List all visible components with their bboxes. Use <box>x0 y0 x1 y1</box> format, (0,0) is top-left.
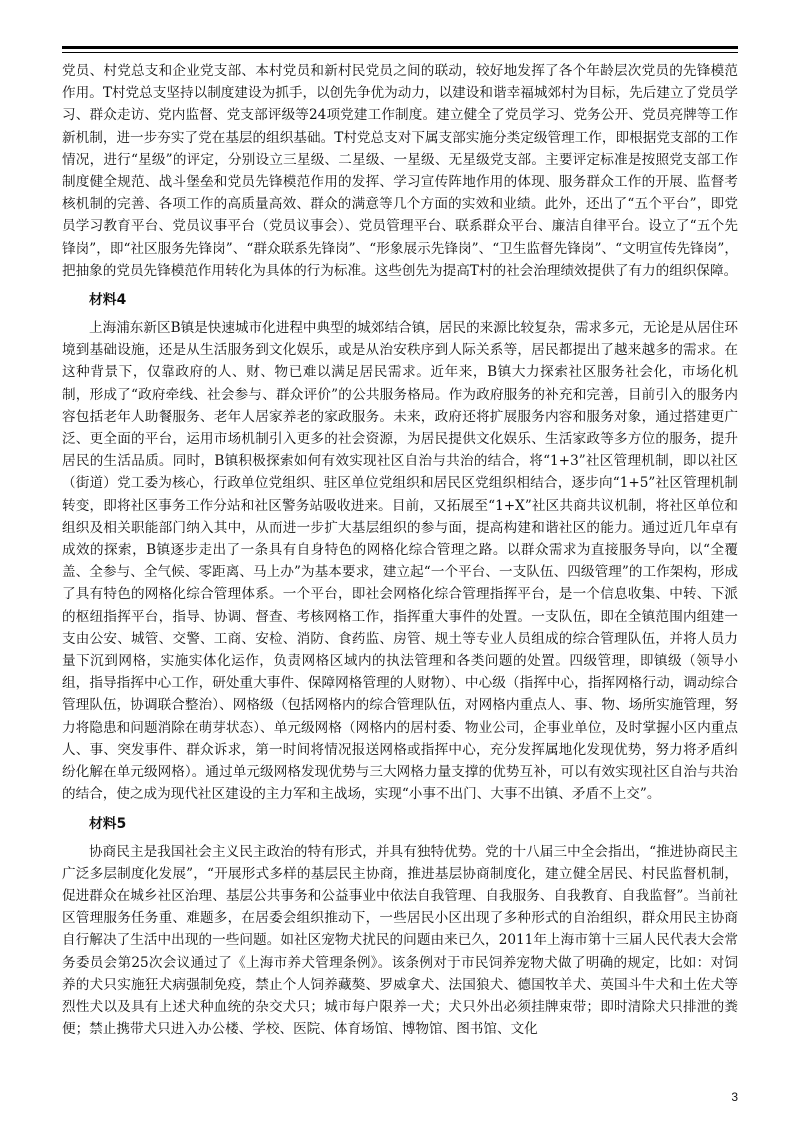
section-heading-material-5: 材料5 <box>89 815 127 832</box>
material-5-paragraph: 协商民主是我国社会主义民主政治的特有形式，并具有独特优势。党的十八届三中全会指出，“推进协商民主广泛多层制度化发展”，“开展形式多样的基层民主协商，推进基层协商制度化，建立健全居民、村民监督机制，促进群众在城乡社区治理、基层公共事务和公益事业中依法自我管理、自我服务、自我教育、自我监督”。当前社区管理服务任务重、难题多，在居委会组织推动下，一些居民小区出现了多种形式的自治组织，群众用民主协商自行解决了生活中出现的一些问题。如社区宠物犬扰民的问题由来已久，2011年上海市第十三届人民代表大会常务委员会第25次会议通过了《上海市养犬管理条例》。该条例对于市民饲养宠物犬做了明确的规定，比如：对饲养的犬只实施狂犬病强制免疫，禁止个人饲养藏獒、罗威拿犬、法国狼犬、德国牧羊犬、英国斗牛犬和土佐犬等烈性犬以及具有上述犬种血统的杂交犬只；城市每户限养一犬；犬只外出必须挂牌束带；即时清除犬只排泄的粪便；禁止携带犬只进入办公楼、学校、医院、体育场馆、博物馆、图书馆、文化 <box>62 843 738 1038</box>
material-4-paragraph: 上海浦东新区B镇是快速城市化进程中典型的城郊结合镇，居民的来源比较复杂，需求多元，无论是从居住环境到基础设施，还是从生活服务到文化娱乐，或是从治安秩序到人际关系等，居民都提出了越来越多的需求。在这种背景下，仅靠政府的人、财、物已难以满足居民需求。近年来，B镇大力探索社区服务社会化，市场化机制，形成了“政府牵线、社会参与、群众评价”的公共服务格局。作为政府服务的补充和完善，目前引入的服务内容包括老年人助餐服务、老年人居家养老的家政服务。未来，政府还将扩展服务内容和服务对象，通过搭建更广泛、更全面的平台，运用市场机制引入更多的社会资源，为居民提供文化娱乐、生活家政等多方位的服务，提升居民的生活品质。同时，B镇积极探索如何有效实现社区自治与共治的结合，将“1+3”社区管理机制，即以社区（街道）党工委为核心，行政单位党组织、驻区单位党组织和居民区党组织相结合，逐步向“1+5”社区管理机制转变，即将社区事务工作分站和社区警务站吸收进来。目前，又拓展至“1+X”社区共商共议机制，将社区单位和组织及相关职能部门纳入其中，从而进一步扩大基层组织的参与面，提高构建和谐社区的能力。通过近几年卓有成效的探索，B镇逐步走出了一条具有自身特色的网格化综合管理之路。以群众需求为直接服务导向，以“全覆盖、全参与、全气候、零距离、马上办”为基本要求，建立起“一个平台、一支队伍、四级管理”的工作架构，形成了具有特色的网格化综合管理体系。一个平台，即社会网格化综合管理指挥平台，是一个信息收集、中转、下派的枢纽指挥平台，指导、协调、督查、考核网格工作，指挥重大事件的处置。一支队伍，即在全镇范围内组建一支由公安、城管、交警、工商、安检、消防、食药监、房管、规土等专业人员组成的综合管理队伍，并将人员力量下沉到网格，实施实体化运作，负责网格区域内的执法管理和各类问题的处置。四级管理，即镇级（领导小组，指导指挥中心工作，研处重大事件、保障网格管理的人财物）、中心级（指挥中心，指挥网格行动，调动综合管理队伍，协调联合整治）、网格级（包括网格内的综合管理队伍，对网格内重点人、事、物、场所实施管理，努力将隐患和问题消除在萌芽状态）、单元级网格（网格内的居村委、物业公司，企事业单位，及时掌握小区内重点人、事、突发事件、群众诉求，第一时间将情况报送网格或指挥中心，充分发挥属地化发现优势，努力将矛盾纠纷化解在单元级网格）。通过单元级网格发现优势与三大网格力量支撑的优势互补，可以有效实现社区自治与共治的结合，使之成为现代社区建设的主力军和主战场，实现“小事不出门、大事不出镇、矛盾不上交”。 <box>62 320 738 803</box>
page-number: 3 <box>731 1090 738 1104</box>
intro-paragraph: 党员、村党总支和企业党支部、本村党员和新村民党员之间的联动，较好地发挥了各个年龄层次党员的先锋模范作用。T村党总支坚持以制度建设为抓手，以创先争优为动力，以建设和谐幸福城郊村为目标，先后建立了党员学习、群众走访、党内监督、党支部评级等24项党建工作制度。建立健全了党员学习、党务公开、党员亮牌等工作新机制，进一步夯实了党在基层的组织基础。T村党总支对下属支部实施分类定级管理工作，即根据党支部的工作情况，进行“星级”的评定，分别设立三星级、二星级、一星级、无星级党支部。主要评定标准是按照党支部工作制度健全规范、战斗堡垒和党员先锋模范作用的发挥、学习宣传阵地作用的体现、服务群众工作的开展、监督考核机制的完善、各项工作的高质量高效、群众的满意等几个方面的实效和业绩。此外，还出了“五个平台”，即党员学习教育平台、党员议事平台（党员议事会）、党员管理平台、联系群众平台、廉洁自律平台。设立了“五个先锋岗”，即“社区服务先锋岗”、“群众联系先锋岗”、“形象展示先锋岗”、“卫生监督先锋岗”、“文明宣传先锋岗”，把抽象的党员先锋模范作用转化为具体的行为标准。这些创先为提高T村的社会治理绩效提供了有力的组织保障。 <box>62 63 738 279</box>
section-heading-material-4: 材料4 <box>89 292 127 309</box>
document-body <box>62 60 738 1040</box>
header-rule-thick <box>62 46 738 49</box>
header-rule-thin <box>62 52 738 53</box>
